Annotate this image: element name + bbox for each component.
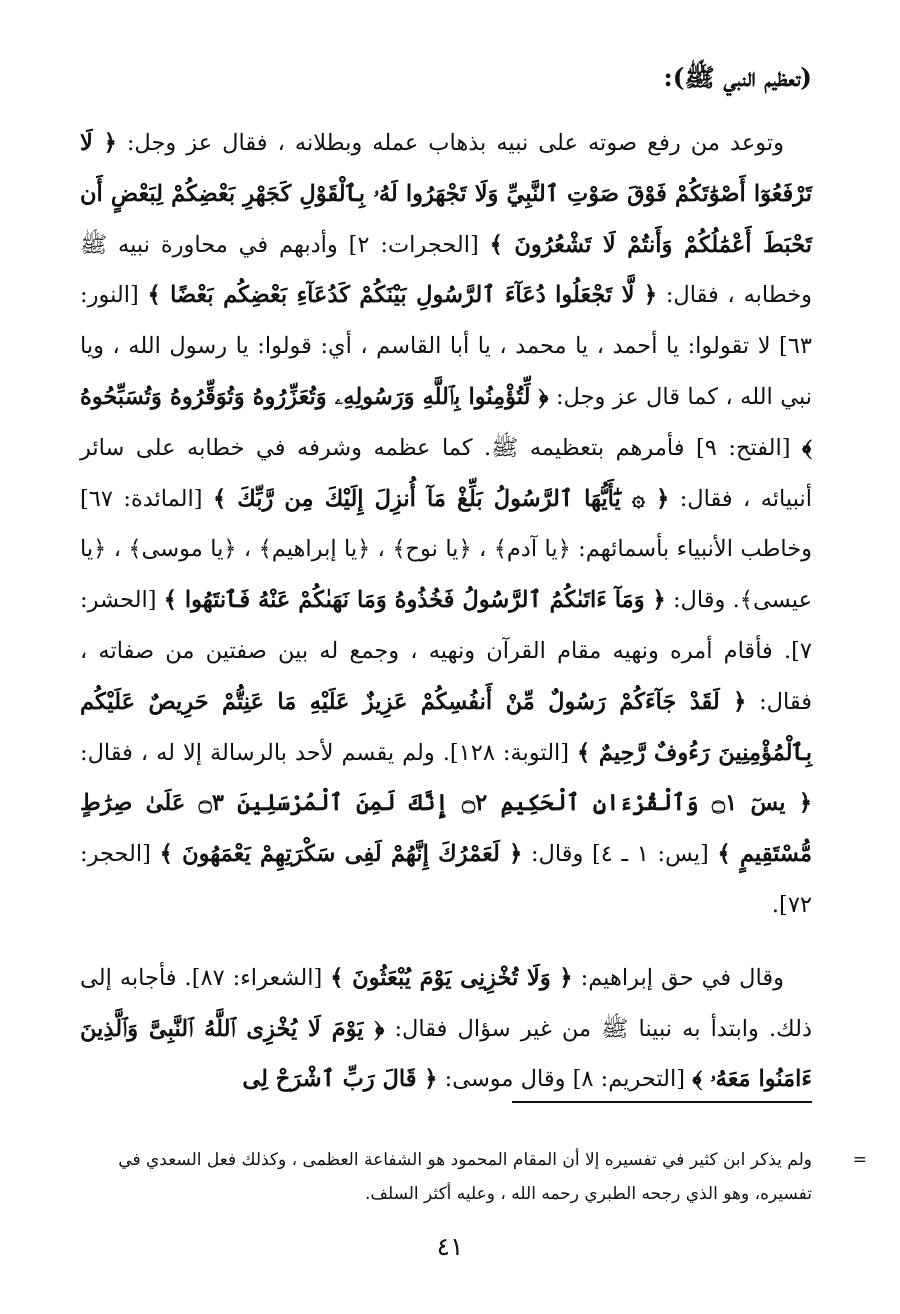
prose-text: [الحجرات: ٢] وأدبهم في محاورة نبيه ﷺ وخطابه ، فقال: <box>80 231 812 309</box>
quran-verse: ﴿ ۞ يَٰٓأَيُّهَا ٱلرَّسُولُ بَلِّغْ مَآ أُنزِلَ إِلَيْكَ مِن رَّبِّكَ ﴾ <box>212 485 670 512</box>
quran-verse: ﴿ لِّتُؤْمِنُوا بِٱللَّهِ وَرَسُولِهِۦ وَتُعَزِّرُوهُ وَتُوَقِّرُوهُ وَتُسَبِّحُوهُ ﴾ <box>80 383 812 461</box>
quran-verse: ﴿ قَالَ رَبِّ ٱشْرَحْ لِى <box>242 1066 438 1093</box>
prose-text: [التوبة: ١٢٨]. ولم يقسم لأحد بالرسالة إلا له ، فقال: <box>80 739 578 766</box>
section-heading: (تعظيم النبي ﷺ): <box>663 63 812 92</box>
prose-text: [النور: ٦٣] لا تقولوا: يا أحمد ، يا محمد ، يا أبا القاسم ، أي: قولوا: يا رسول الله ، ويا نبي الله ، كما قال عز وجل: <box>80 282 812 410</box>
prose-text: [الحشر: ٧]. فأقام أمره ونهيه مقام القرآن ونهيه ، وجمع له بين صفتين من صفاته ، فقال: <box>80 587 812 715</box>
quran-verse: ﴿ يسٓ ۝١ وَٱلْقُرْءَانِ ٱلْحَكِيمِ ۝٢ إِنَّكَ لَمِنَ ٱلْمُرْسَلِينَ ۝٣ عَلَىٰ صِرَٰطٍ مُّسْتَقِيمٍ ﴾ <box>80 790 812 868</box>
paragraph <box>80 953 812 1105</box>
footnote-text: ولم يذكر ابن كثير في تفسيره إلا أن المقام المحمود هو الشفاعة العظمى ، وكذلك فعل السعدي في تفسيره، وهو الذي رجحه الطبري رحمه الله ، وعليه أكثر السلف. <box>118 1150 812 1204</box>
quran-verse: ﴿ وَمَآ ءَاتَىٰكُمُ ٱلرَّسُولُ فَخُذُوهُ وَمَا نَهَىٰكُمْ عَنْهُ فَٱنتَهُوا ﴾ <box>163 587 666 614</box>
body-text <box>80 118 812 1105</box>
prose-text: [التحريم: ٨] وقال موسى: <box>437 1066 693 1093</box>
quran-verse: ﴿ يَوْمَ لَا يُخْزِى ٱللَّهُ ٱلنَّبِىَّ وَٱلَّذِينَ ءَامَنُوا مَعَهُۥ ﴾ <box>80 1015 812 1093</box>
quran-verse: ﴿ لَا تَرْفَعُوٓا أَصْوَٰتَكُمْ فَوْقَ صَوْتِ ٱلنَّبِيِّ وَلَا تَجْهَرُوا لَهُۥ بِٱلْقَوْلِ كَجَهْرِ بَعْضِكُمْ لِبَعْضٍ أَن تَحْبَطَ أَعْمَٰلُكُمْ وَأَنتُمْ لَا تَشْعُرُونَ ﴾ <box>80 130 812 258</box>
prose-text: [يس: ١ ـ ٤] وقال: <box>522 841 718 868</box>
prose-text: وتوعد من رفع صوته على نبيه بذهاب عمله وبطلانه ، فقال عز وجل: <box>116 130 784 156</box>
quran-verse: ﴿ لَّا تَجْعَلُوا دُعَآءَ ٱلرَّسُولِ بَيْنَكُمْ كَدُعَآءِ بَعْضِكُم بَعْضًا ﴾ <box>147 282 658 309</box>
footnote-continuation-mark: = <box>852 1150 867 1170</box>
quran-verse: ﴿ لَقَدْ جَآءَكُمْ رَسُولٌ مِّنْ أَنفُسِكُمْ عَزِيزٌ عَلَيْهِ مَا عَنِتُّمْ حَرِيصٌ عَلَيْكُم بِٱلْمُؤْمِنِينَ رَءُوفٌ رَّحِيمٌ ﴾ <box>80 688 812 766</box>
prose-text: [الفتح: ٩] فأمرهم بتعظيمه ﷺ. كما عظمه وشرفه في خطابه على سائر أنبيائه ، فقال: <box>80 434 812 512</box>
paragraph <box>80 118 812 931</box>
prose-text: [الشعراء: ٨٧]. فأجابه إلى ذلك. وابتدأ به نبينا ﷺ من غير سؤال فقال: <box>80 964 812 1042</box>
prose-text: وقال في حق إبراهيم: <box>572 964 784 991</box>
quran-verse: ﴿ وَلَا تُخْزِنِى يَوْمَ يُبْعَثُونَ ﴾ <box>330 964 573 991</box>
page-number: ٤١ <box>436 1232 464 1261</box>
footnote <box>80 1143 867 1211</box>
prose-text: [المائدة: ٦٧] وخاطب الأنبياء بأسمائهم: ﴿يا آدم﴾ ، ﴿يا نوح﴾ ، ﴿يا إبراهيم﴾ ، ﴿يا موسى﴾ ، ﴿يا عيسى﴾. وقال: <box>80 485 812 614</box>
footnote-separator <box>512 1101 812 1103</box>
quran-verse: ﴿ لَعَمْرُكَ إِنَّهُمْ لَفِى سَكْرَتِهِمْ يَعْمَهُونَ ﴾ <box>159 841 523 868</box>
prose-text: [الحجر: ٧٢]. <box>80 841 812 918</box>
